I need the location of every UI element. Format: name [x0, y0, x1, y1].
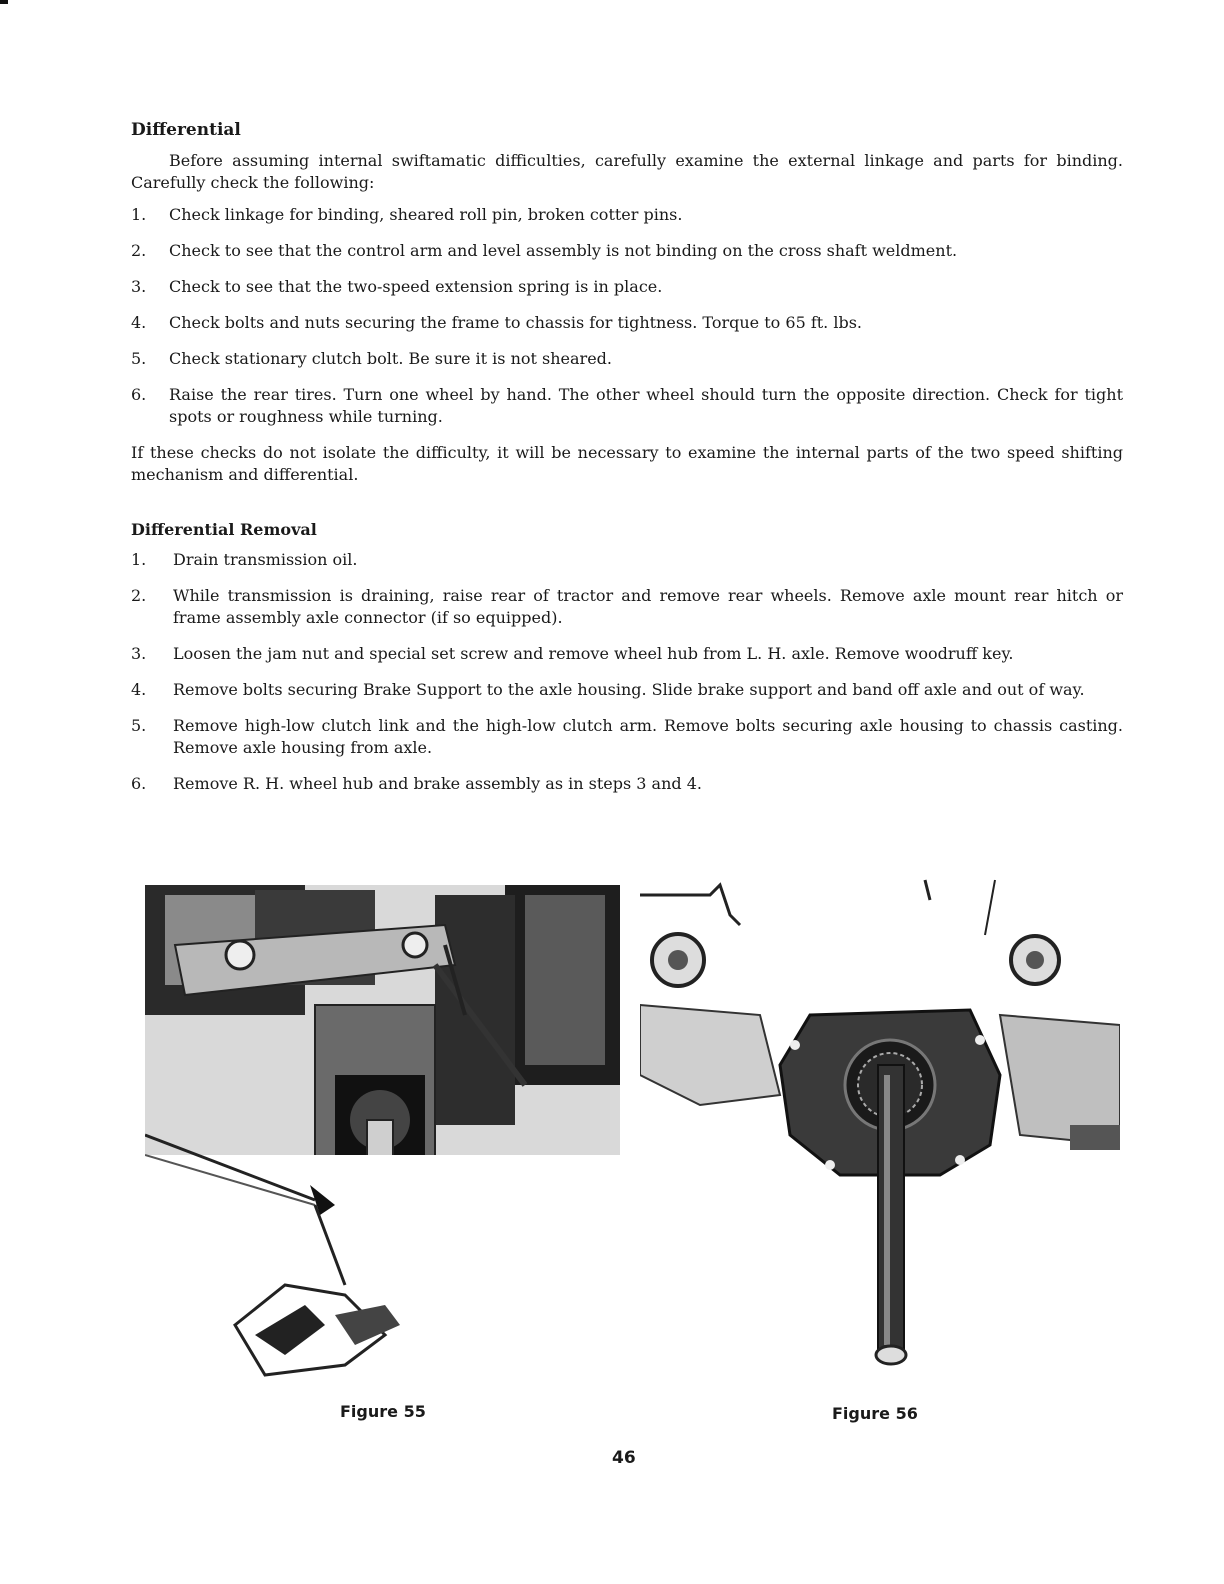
page-content [131, 120, 1123, 809]
scan-corner-mark [0, 0, 8, 4]
figure-56-photo [640, 875, 1120, 1385]
list-item: 2. While transmission is draining, raise rear of tractor and remove rear wheels. Remove axle mount rear hitch or frame assembly axle connector (if so equipped). [131, 586, 1123, 627]
list-item: 5. Remove high-low clutch link and the high-low clutch arm. Remove bolts securing axle housing to chassis casting. Remove axle housing from axle. [131, 716, 1123, 757]
figure-55-caption: Figure 55 [340, 1402, 426, 1421]
figure-56-caption: Figure 56 [832, 1404, 918, 1423]
list-item: 4. Remove bolts securing Brake Support to the axle housing. Slide brake support and band off axle and out of way. [131, 680, 1085, 699]
list-item: 3. Loosen the jam nut and special set screw and remove wheel hub from L. H. axle. Remove woodruff key. [131, 644, 1014, 663]
list-item: 3. Check to see that the two-speed extension spring is in place. [131, 277, 663, 296]
list-item: 1. Drain transmission oil. [131, 550, 358, 569]
figure-55-photo [145, 885, 620, 1385]
removal-steps-list [131, 549, 1123, 795]
figure-56-illustration [640, 875, 1120, 1385]
page-number: 46 [612, 1448, 636, 1468]
note-paragraph: If these checks do not isolate the difficulty, it will be necessary to examine the internal parts of the two speed shifting mechanism and differential. [131, 443, 1123, 484]
list-item: 5. Check stationary clutch bolt. Be sure it is not sheared. [131, 349, 612, 368]
figure-55-illustration [145, 885, 620, 1385]
check-list [131, 204, 1123, 428]
list-item: 2. Check to see that the control arm and level assembly is not binding on the cross shaft weldment. [131, 241, 958, 260]
section-heading-differential: Differential [131, 120, 241, 140]
list-item: 6. Raise the rear tires. Turn one wheel by hand. The other wheel should turn the opposite direction. Check for tight spots or roughness while turning. [131, 385, 1123, 426]
list-item: 4. Check bolts and nuts securing the frame to chassis for tightness. Torque to 65 ft. lbs. [131, 313, 863, 332]
list-item: 6. Remove R. H. wheel hub and brake assembly as in steps 3 and 4. [131, 774, 702, 793]
section-heading-differential-removal: Differential Removal [131, 520, 317, 539]
list-item: 1. Check linkage for binding, sheared roll pin, broken cotter pins. [131, 205, 683, 224]
intro-paragraph: Before assuming internal swiftamatic difficulties, carefully examine the external linkage and parts for binding. Carefully check the following: [131, 151, 1123, 192]
